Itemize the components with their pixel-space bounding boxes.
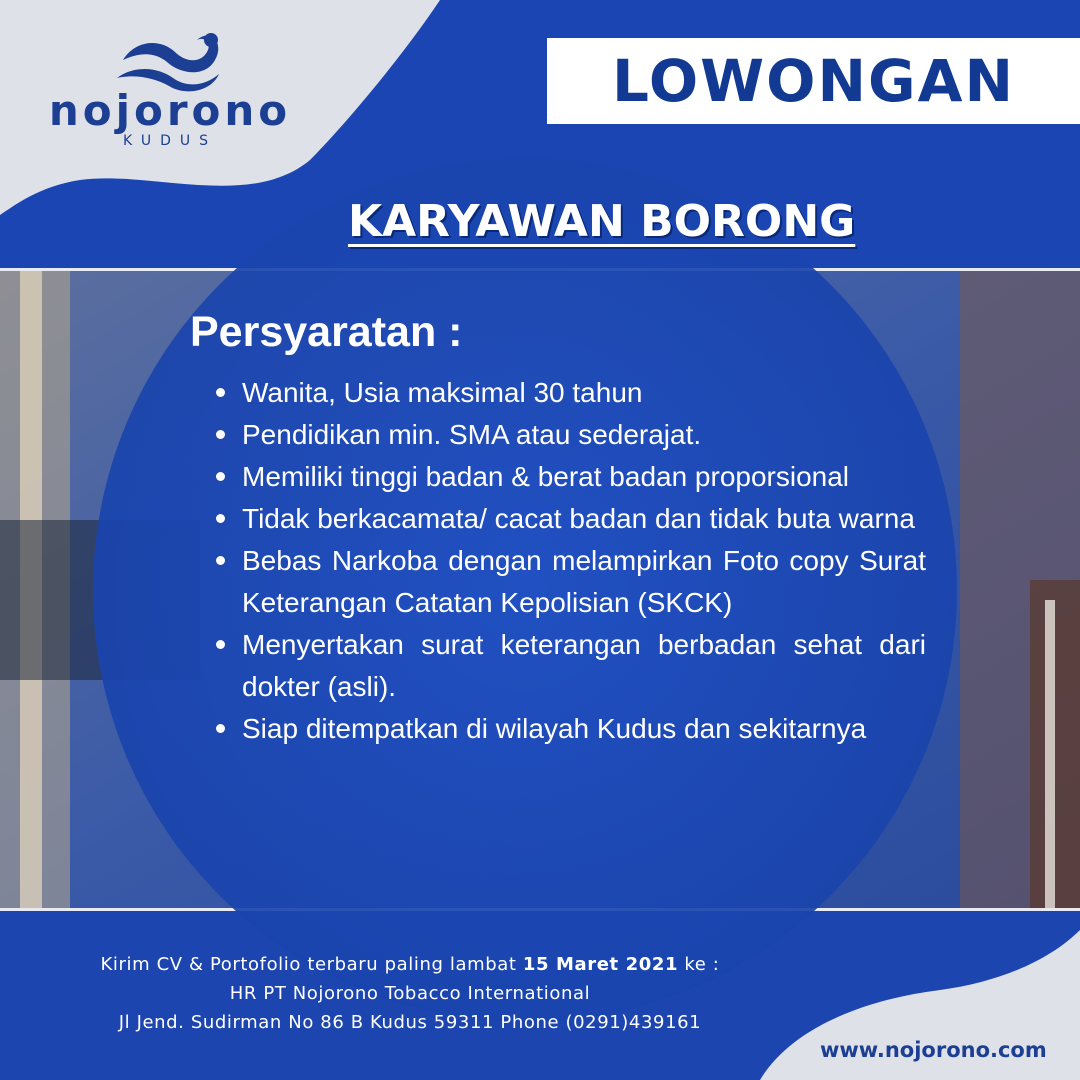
- bullet-icon: [216, 388, 225, 397]
- deadline-date: 15 Maret 2021: [522, 954, 679, 975]
- requirement-text: Siap ditempatkan di wilayah Kudus dan sekitarnya: [242, 713, 867, 744]
- job-position: KARYAWAN BORONG: [348, 196, 856, 247]
- bullet-icon: [216, 640, 225, 649]
- website-link[interactable]: www.nojorono.com: [820, 1038, 1047, 1062]
- footer-line-3: Jl Jend. Sudirman No 86 B Kudus 59311 Phone (0291)439161: [118, 1012, 702, 1033]
- requirement-item: [210, 372, 926, 414]
- brand-name: nojorono: [48, 86, 292, 135]
- footer-contact: [30, 950, 790, 1037]
- footer-line-1-post: ke :: [678, 954, 720, 975]
- bullet-icon: [216, 472, 225, 481]
- bullet-icon: [216, 514, 225, 523]
- requirement-text: Bebas Narkoba dengan melampirkan Foto copy Surat Keterangan Catatan Kepolisian (SKCK): [242, 545, 926, 618]
- requirement-text: Wanita, Usia maksimal 30 tahun: [242, 377, 643, 408]
- requirement-item: [210, 624, 926, 708]
- requirements-title: Persyaratan :: [190, 308, 463, 356]
- requirements-list: [210, 372, 926, 750]
- requirement-text: Pendidikan min. SMA atau sederajat.: [242, 419, 702, 450]
- bullet-icon: [216, 556, 225, 565]
- footer-line-1: [30, 950, 790, 979]
- footer-line-1-pre: Kirim CV & Portofolio terbaru paling lambat: [100, 954, 523, 975]
- requirement-text: Tidak berkacamata/ cacat badan dan tidak buta warna: [242, 503, 915, 534]
- brand-subtitle: KUDUS: [123, 133, 217, 149]
- banner-title: LOWONGAN: [547, 38, 1080, 124]
- requirement-item: [210, 456, 926, 498]
- requirement-item: [210, 414, 926, 456]
- requirement-text: Memiliki tinggi badan & berat badan proporsional: [242, 461, 850, 492]
- requirement-item: [210, 708, 926, 750]
- requirement-item: [210, 540, 926, 624]
- bullet-icon: [216, 430, 225, 439]
- bullet-icon: [216, 724, 225, 733]
- brand-logo: [40, 30, 300, 149]
- requirement-text: Menyertakan surat keterangan berbadan sehat dari dokter (asli).: [242, 629, 926, 702]
- wave-logo-icon: [115, 30, 225, 92]
- requirement-item: [210, 498, 926, 540]
- footer-line-2: HR PT Nojorono Tobacco International: [229, 983, 591, 1004]
